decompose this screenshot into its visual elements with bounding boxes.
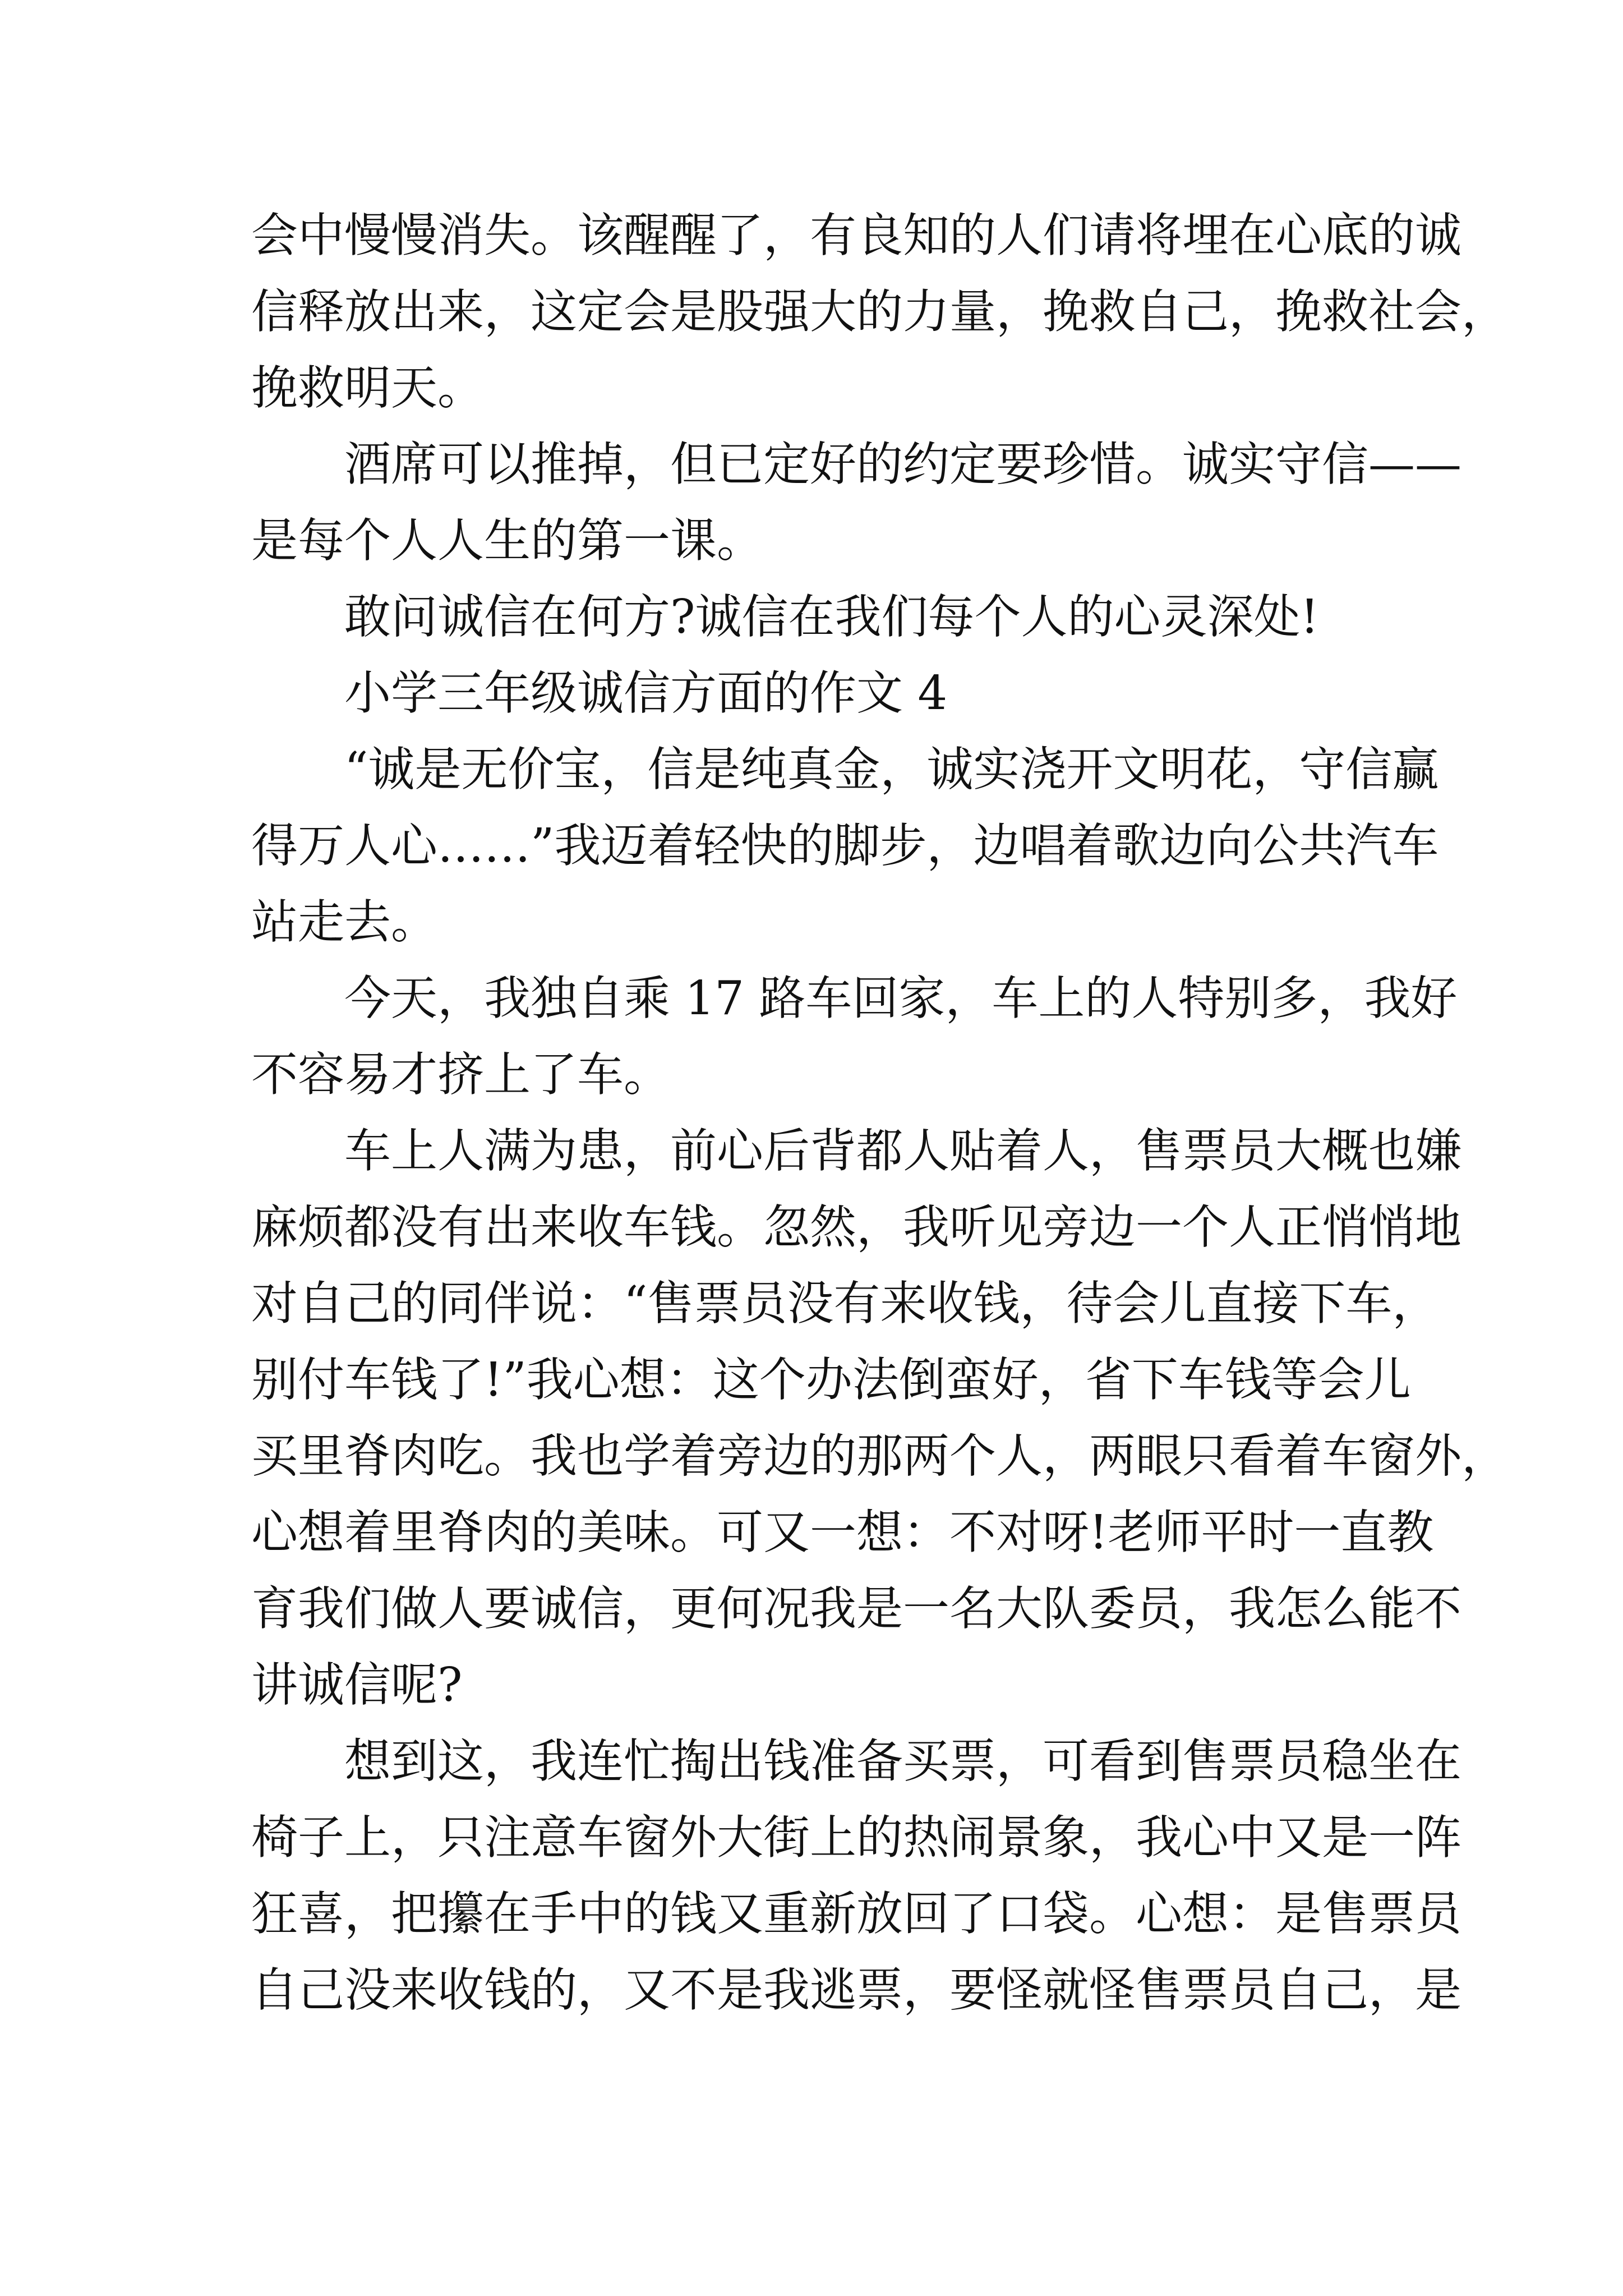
text-line: 站走去。	[251, 895, 437, 949]
text-line: 小学三年级诚信方面的作文 4	[344, 666, 948, 720]
text-line: 会中慢慢消失。该醒醒了，有良知的人们请将埋在心底的诚	[251, 208, 1461, 263]
text-line: 不容易才挤上了车。	[251, 1047, 670, 1102]
text-line: 别付车钱了!”我心想：这个办法倒蛮好，省下车钱等会儿	[251, 1352, 1411, 1407]
text-line: 信释放出来，这定会是股强大的力量，挽救自己，挽救社会，	[251, 284, 1508, 339]
text-line: 车上人满为患，前心后背都人贴着人，售票员大概也嫌	[344, 1124, 1461, 1178]
text-line: 麻烦都没有出来收车钱。忽然，我听见旁边一个人正悄悄地	[251, 1200, 1461, 1254]
text-line: 心想着里脊肉的美味。可又一想：不对呀!老师平时一直教	[251, 1505, 1434, 1559]
text-line: 敢问诚信在何方?诚信在我们每个人的心灵深处!	[344, 590, 1319, 644]
text-line: 得万人心……”我迈着轻快的脚步，边唱着歌边向公共汽车	[251, 818, 1439, 873]
text-line: 自己没来收钱的，又不是我逃票，要怪就怪售票员自己，是	[251, 1963, 1461, 2017]
text-line: 讲诚信呢?	[251, 1658, 463, 1712]
text-line: 是每个人人生的第一课。	[251, 513, 763, 568]
text-line: 椅子上，只注意车窗外大街上的热闹景象，我心中又是一阵	[251, 1810, 1461, 1865]
text-line: 酒席可以推掉，但已定好的约定要珍惜。诚实守信——	[344, 437, 1461, 491]
text-line: 今天，我独自乘 17 路车回家，车上的人特别多，我好	[344, 971, 1458, 1025]
text-line: 买里脊肉吃。我也学着旁边的那两个人，两眼只看着车窗外，	[251, 1429, 1508, 1483]
text-line: 育我们做人要诚信，更何况我是一名大队委员，我怎么能不	[251, 1581, 1461, 1636]
text-line: 对自己的同伴说：“售票员没有来收钱，待会儿直接下车，	[251, 1276, 1439, 1331]
document-body	[251, 197, 1508, 2028]
text-line: 狂喜，把攥在手中的钱又重新放回了口袋。心想：是售票员	[251, 1887, 1461, 1941]
text-line: “诚是无价宝，信是纯真金，诚实浇开文明花，守信赢	[344, 742, 1439, 797]
text-line: 想到这，我连忙掏出钱准备买票，可看到售票员稳坐在	[344, 1734, 1461, 1788]
text-line: 挽救明天。	[251, 361, 484, 415]
